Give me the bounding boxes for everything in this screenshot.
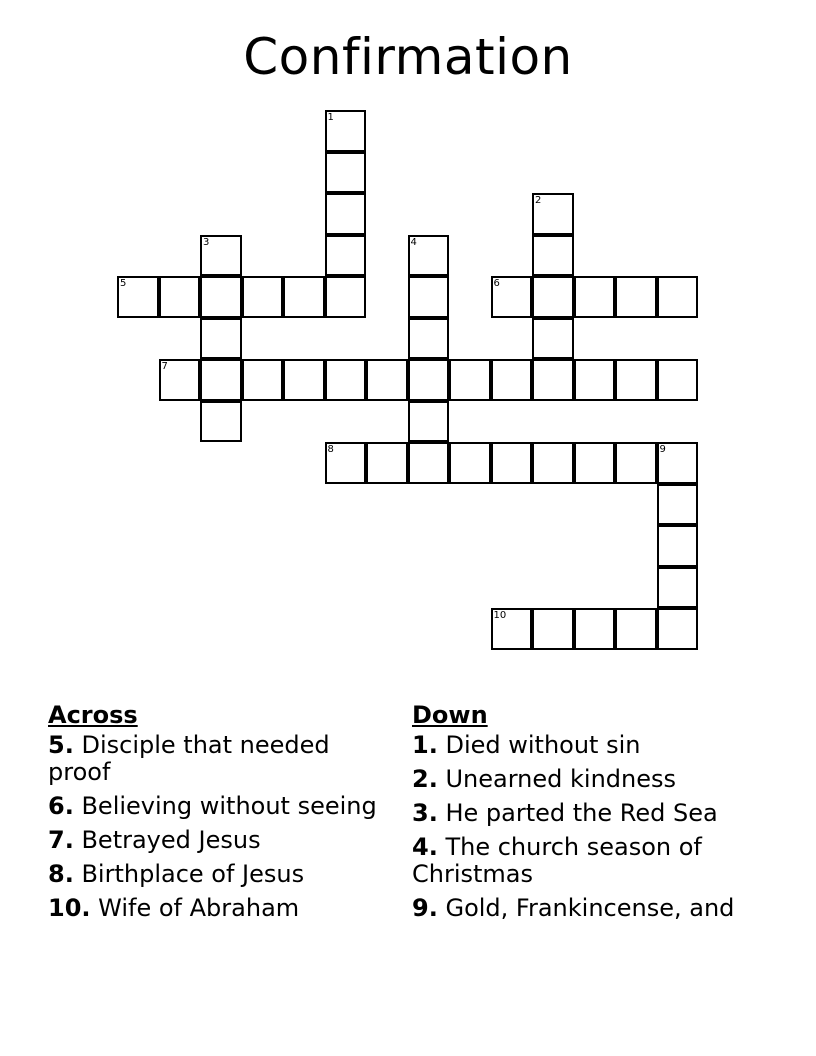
grid-cell[interactable] <box>532 318 574 360</box>
cell-number: 8 <box>327 444 334 455</box>
grid-cell[interactable] <box>532 359 574 401</box>
cell-number: 6 <box>493 278 500 289</box>
grid-cell[interactable] <box>532 235 574 277</box>
grid-cell[interactable] <box>657 608 699 650</box>
grid-cell[interactable] <box>657 442 699 484</box>
cell-number: 1 <box>327 112 334 123</box>
grid-cell[interactable] <box>408 359 450 401</box>
grid-cell[interactable] <box>325 152 367 194</box>
grid-cell[interactable] <box>325 276 367 318</box>
grid-cell[interactable] <box>325 110 367 152</box>
grid-cell[interactable] <box>657 359 699 401</box>
grid-cell[interactable] <box>615 608 657 650</box>
clue-down-9: 9. Gold, Frankincense, and <box>412 894 735 922</box>
cell-number: 7 <box>161 361 168 372</box>
puzzle-title: Confirmation <box>243 28 573 86</box>
grid-cell[interactable] <box>574 359 616 401</box>
grid-cell[interactable] <box>325 442 367 484</box>
down-heading: Down <box>412 701 488 729</box>
grid-cell[interactable] <box>574 608 616 650</box>
grid-cell[interactable] <box>574 276 616 318</box>
cell-number: 4 <box>410 236 417 248</box>
clue-across-6: 6. Believing without seeing <box>48 792 377 820</box>
grid-cell[interactable] <box>449 359 491 401</box>
grid-cell[interactable] <box>200 276 242 318</box>
grid-cell[interactable] <box>615 276 657 318</box>
grid-cell[interactable] <box>159 359 201 401</box>
across-clues <box>48 702 378 929</box>
grid-cell[interactable] <box>615 442 657 484</box>
grid-cell[interactable] <box>408 276 450 318</box>
down-clues <box>412 702 752 929</box>
cell-number: 9 <box>659 444 666 455</box>
cell-number: 5 <box>120 278 127 289</box>
clue-across-8: 8. Birthplace of Jesus <box>48 860 305 888</box>
grid-cell[interactable] <box>200 359 242 401</box>
grid-cell[interactable] <box>532 276 574 318</box>
grid-cell[interactable] <box>325 235 367 277</box>
grid-cell[interactable] <box>242 276 284 318</box>
clue-down-1: 1. Died without sin <box>412 731 641 759</box>
grid-cell[interactable] <box>532 193 574 235</box>
grid-cell[interactable] <box>366 442 408 484</box>
grid-cell[interactable] <box>325 359 367 401</box>
grid-cell[interactable] <box>491 442 533 484</box>
grid-cell[interactable] <box>408 318 450 360</box>
grid-cell[interactable] <box>117 276 159 318</box>
grid-cell[interactable] <box>574 442 616 484</box>
clue-down-4: 4. The church season of Christmas <box>412 833 702 888</box>
grid-cell[interactable] <box>532 608 574 650</box>
clue-down-3: 3. He parted the Red Sea <box>412 799 718 827</box>
grid-cell[interactable] <box>325 193 367 235</box>
grid-cell[interactable] <box>491 276 533 318</box>
grid-cell[interactable] <box>283 359 325 401</box>
grid-cell[interactable] <box>408 442 450 484</box>
clue-across-5: 5. Disciple that needed proof <box>48 731 330 786</box>
grid-cell[interactable] <box>532 442 574 484</box>
grid-cell[interactable] <box>657 567 699 609</box>
grid-cell[interactable] <box>657 525 699 567</box>
cell-number: 3 <box>203 236 210 248</box>
grid-cell[interactable] <box>491 608 533 650</box>
grid-cell[interactable] <box>200 235 242 277</box>
clue-down-2: 2. Unearned kindness <box>412 765 676 793</box>
grid-cell[interactable] <box>408 235 450 277</box>
cell-number: 2 <box>535 195 542 206</box>
grid-cell[interactable] <box>200 318 242 360</box>
cell-number: 10 <box>493 610 507 621</box>
clue-across-10: 10. Wife of Abraham <box>48 894 300 922</box>
grid-cell[interactable] <box>657 484 699 526</box>
grid-cell[interactable] <box>159 276 201 318</box>
grid-cell[interactable] <box>491 359 533 401</box>
across-heading: Across <box>48 701 138 729</box>
grid-cell[interactable] <box>449 442 491 484</box>
grid-cell[interactable] <box>283 276 325 318</box>
grid-cell[interactable] <box>615 359 657 401</box>
grid-cell[interactable] <box>366 359 408 401</box>
grid-cell[interactable] <box>408 401 450 443</box>
grid-cell[interactable] <box>242 359 284 401</box>
grid-cell[interactable] <box>657 276 699 318</box>
grid-cell[interactable] <box>200 401 242 443</box>
clue-across-7: 7. Betrayed Jesus <box>48 826 261 854</box>
